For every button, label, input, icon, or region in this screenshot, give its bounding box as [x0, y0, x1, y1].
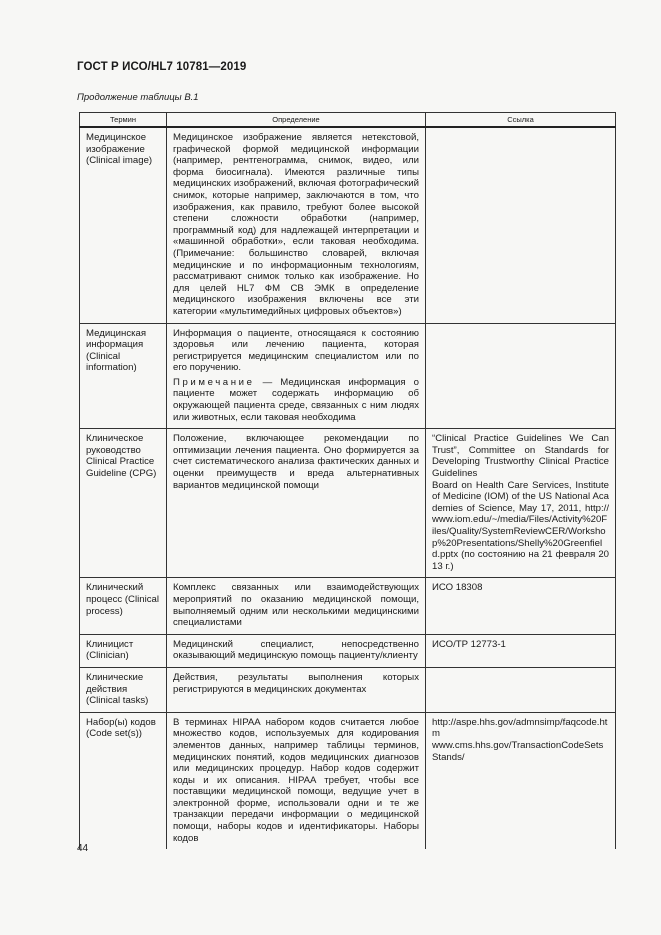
term-cell: Набор(ы) кодов (Code set(s))	[80, 712, 167, 849]
term-cell: Клиницист (Clinician)	[80, 634, 167, 667]
note-text: — Медицинская информация о пациенте может содержать информацию об окружающей пациента среде, связанных с ним людях или животных, если таковая необходима	[173, 376, 419, 423]
definition-cell	[167, 323, 426, 429]
column-header-term: Термин	[80, 113, 167, 128]
definition-cell: Медицинское изображение является нетекстовой, графической формой медицинской информации (например, рентгенограмма, снимок, видео, или форма биосигнала). Имеются различные типы медицинских изображений, включая фотографический снимок, которые например, заключаются в том, что изображения, как правило, требуют более высокой степени сложности обработки (например, программный код) для надлежащей интерпретации и «машинной обработки», если таковая необходима. (Примечание: большинство словарей, включая медицинские и по информационным технологиям, рассматривают снимок только как изображение. Но для целей HL7 ФМ СВ ЭМК в определение медицинского изображения включены все эти категории «мультимедийных цифровых объектов»)	[167, 127, 426, 323]
reference-cell	[426, 127, 616, 323]
term-cell: Клиническое руководство Clinical Practice Guideline (CPG)	[80, 429, 167, 578]
term-cell: Клинический процесс (Clinical process)	[80, 578, 167, 634]
table-row	[80, 667, 616, 712]
page-number: 44	[77, 843, 89, 854]
definition-text: Информация о пациенте, относящаяся к состоянию здоровья или лечению пациента, которая регистрируется медицинским специалистом или по его поручению.	[173, 327, 419, 374]
definition-cell: Положение, включающее рекомендации по оптимизации лечения пациента. Оно формируется за счет систематического анализа фактических данных и оценки преимуществ и вреда альтернативных вариантов медицинской помощи	[167, 429, 426, 578]
note-label: Примечание	[173, 376, 255, 388]
definition-cell: Комплекс связанных или взаимодействующих мероприятий по оказанию медицинской помощи, выполняемый одним или несколькими медицинскими специалистами	[167, 578, 426, 634]
reference-cell: ИСО 18308	[426, 578, 616, 634]
term-cell: Клинические действия (Clinical tasks)	[80, 667, 167, 712]
table-row	[80, 323, 616, 429]
column-header-definition: Определение	[167, 113, 426, 128]
document-title: ГОСТ Р ИСО/HL7 10781—2019	[77, 61, 247, 73]
table-row	[80, 429, 616, 578]
reference-link: http://aspe.hhs.gov/admnsimp/faqcode.htm	[432, 716, 608, 740]
reference-cell: ИСО/ТР 12773-1	[426, 634, 616, 667]
table-row	[80, 127, 616, 323]
reference-cell	[426, 667, 616, 712]
reference-cell	[426, 712, 616, 849]
definition-cell: Медицинский специалист, непосредственно оказывающий медицинскую помощь пациенту/клиенту	[167, 634, 426, 667]
terms-table	[79, 112, 616, 849]
definition-cell: Действия, результаты выполнения которых регистрируются в медицинских документах	[167, 667, 426, 712]
term-cell: Медицинское изображение (Clinical image)	[80, 127, 167, 323]
reference-text: “Clinical Practice Guidelines We Can Trust”, Committee on Standards for Developing Trustworthy Clinical Practice Guidelines	[432, 433, 609, 480]
table-row	[80, 634, 616, 667]
reference-cell	[426, 323, 616, 429]
table-header-row	[80, 113, 616, 128]
reference-link: www.cms.hhs.gov/TransactionCodeSetsStands/	[432, 739, 604, 763]
table-row	[80, 578, 616, 634]
term-cell: Медицинская информация (Clinical information)	[80, 323, 167, 429]
reference-source: Board on Health Care Services, Institute of Medicine (IOM) of the US National Academies of Science, May 17, 2011, http://www.iom.edu/~/media/Files/Activity%20Files/Quality/SystemReviewCER/Workshop%20Presentations/Shelly%20Greenfield.pptx (по состоянию на 21 февраля 2013 г.)	[432, 479, 609, 572]
definition-cell: В терминах HIPAA набором кодов считается любое множество кодов, используемых для кодирования элементов данных, например таблицы терминов, медицинских понятий, кодов медицинских диагнозов или медицинских процедур. Набор кодов содержит коды и их описания. HIPAA требует, чтобы все поставщики медицинской помощи, ведущие учет в электронной форме, использовали одни и те же транзакции передачи информации о медицинской помощи, наборы кодов и идентификаторы. Наборы кодов	[167, 712, 426, 849]
table-row	[80, 712, 616, 849]
definition-note	[173, 377, 419, 423]
reference-cell	[426, 429, 616, 578]
column-header-reference: Ссылка	[426, 113, 616, 128]
table-continuation-caption: Продолжение таблицы B.1	[77, 92, 199, 103]
